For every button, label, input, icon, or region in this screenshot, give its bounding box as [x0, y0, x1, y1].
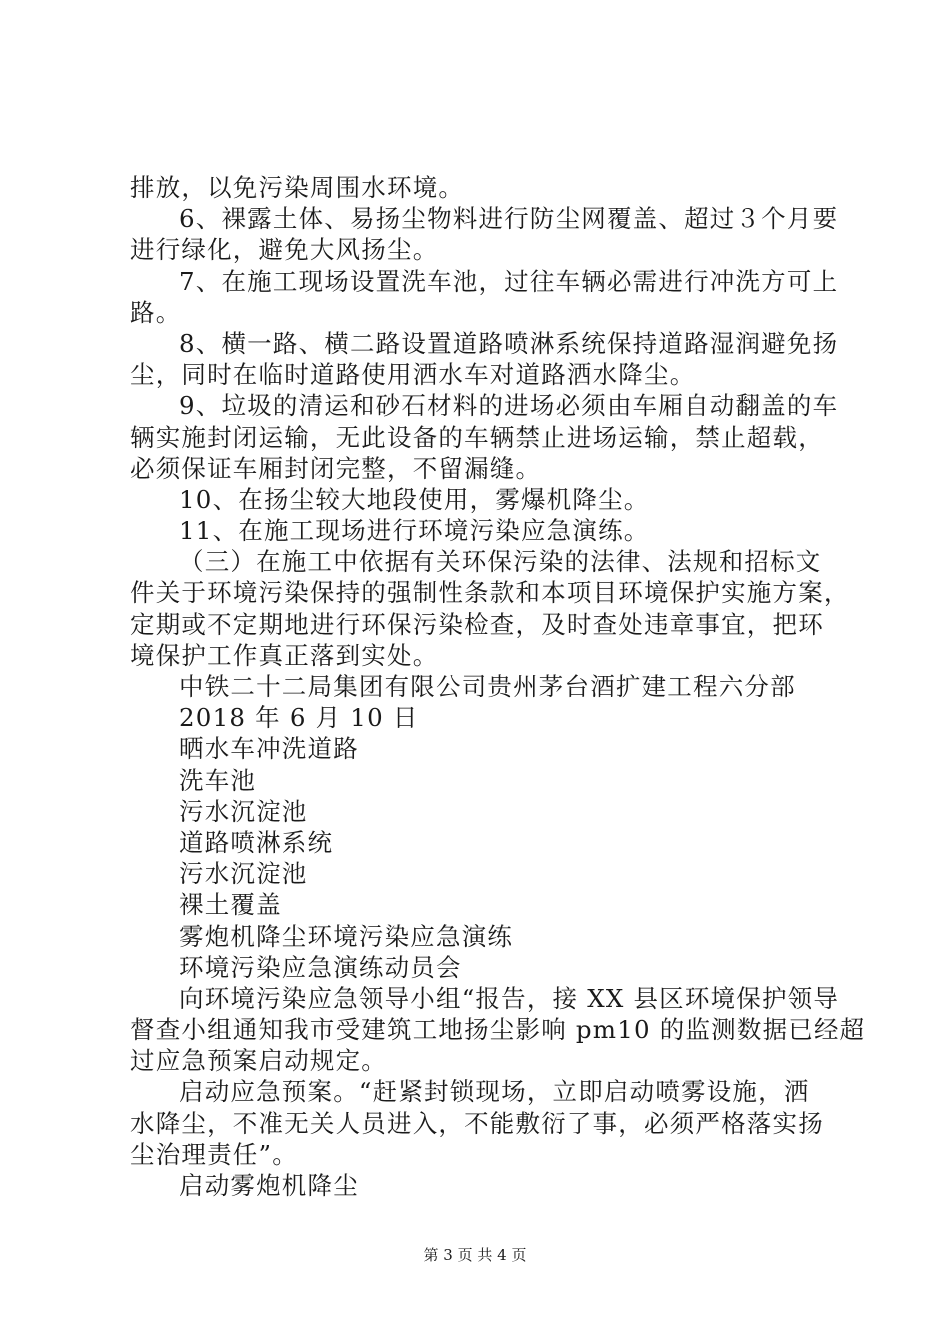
text-line: 督查小组通知我市受建筑工地扬尘影响 pm10 的监测数据已经超: [130, 1015, 866, 1045]
text-line: 进行绿化，避免大风扬尘。: [130, 235, 439, 265]
text-line: 晒水车冲洗道路: [179, 734, 359, 764]
text-line: 过应急预案启动规定。: [130, 1046, 387, 1076]
text-line: 辆实施封闭运输，无此设备的车辆禁止进场运输，禁止超载，: [130, 422, 824, 452]
text-line: 境保护工作真正落到实处。: [130, 640, 439, 670]
page-footer: 第 3 页 共 4 页: [423, 1246, 527, 1264]
text-line: 7、在施工现场设置洗车池，过往车辆必需进行冲洗方可上: [179, 266, 839, 296]
text-line: 雾炮机降尘环境污染应急演练: [179, 921, 514, 951]
text-line: 裸土覆盖: [179, 890, 282, 920]
text-line: 件关于环境污染保持的强制性条款和本项目环境保护实施方案，: [130, 578, 850, 608]
text-line: 2018 年 6 月 10 日: [179, 703, 419, 733]
text-line: 水降尘，不准无关人员进入，不能敷衍了事，必须严格落实扬: [130, 1108, 824, 1138]
text-line: 10、在扬尘较大地段使用，雾爆机降尘。: [179, 484, 650, 514]
text-line: 9、垃圾的清运和砂石材料的进场必须由车厢自动翻盖的车: [179, 391, 839, 421]
text-line: 8、横一路、横二路设置道路喷淋系统保持道路湿润避免扬: [179, 328, 839, 358]
text-line: 向环境污染应急领导小组“报告，接 XX 县区环境保护领导: [179, 983, 840, 1013]
text-line: 中铁二十二局集团有限公司贵州茅台酒扩建工程六分部: [179, 672, 796, 701]
text-line: （三）在施工中依据有关环保污染的法律、法规和招标文: [179, 547, 822, 577]
text-line: 启动应急预案。“赶紧封锁现场，立即启动喷雾设施，洒: [179, 1077, 810, 1107]
text-line: 必须保证车厢封闭完整，不留漏缝。: [130, 453, 542, 483]
text-line: 排放，以免污染周围水环境。: [130, 173, 465, 202]
text-line: 路。: [130, 297, 182, 327]
text-line: 污水沉淀池: [179, 796, 308, 826]
text-line: 尘治理责任”。: [130, 1139, 298, 1169]
text-line: 道路喷淋系统: [179, 827, 334, 857]
document-body: [130, 172, 866, 1201]
text-line: 环境污染应急演练动员会: [179, 952, 462, 982]
text-line: 污水沉淀池: [179, 859, 308, 889]
text-line: 定期或不定期地进行环保污染检查，及时查处违章事宜，把环: [130, 609, 824, 639]
text-line: 洗车池: [179, 765, 257, 795]
text-line: 尘，同时在临时道路使用洒水车对道路洒水降尘。: [130, 360, 696, 390]
text-line: 11、在施工现场进行环境污染应急演练。: [179, 516, 650, 546]
text-line: 6、裸露土体、易扬尘物料进行防尘网覆盖、超过３个月要: [179, 204, 839, 234]
text-line: 启动雾炮机降尘: [179, 1171, 359, 1200]
